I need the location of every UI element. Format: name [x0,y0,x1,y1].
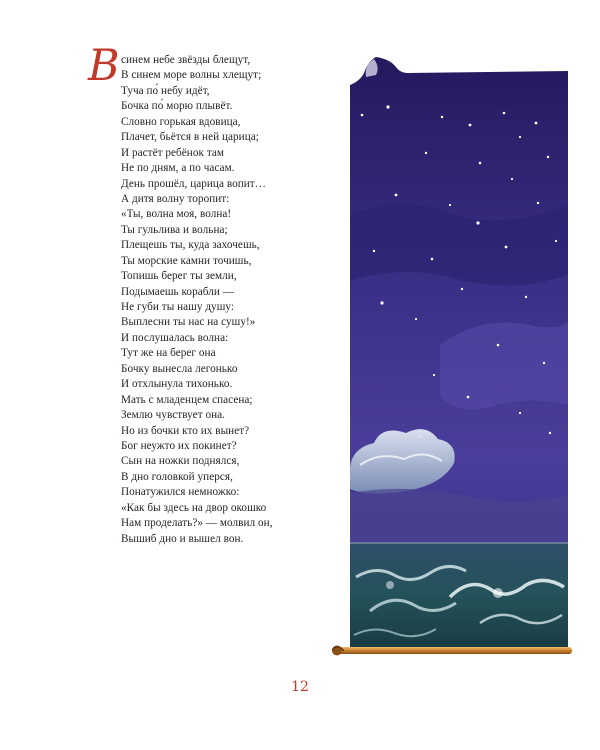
poem-line: Мать с младенцем спасена; [121,393,253,406]
poem-line: Но из бочки кто их вынет? [121,424,250,437]
drop-cap: В [88,41,120,91]
poem-line: синем небе звёзды блещут, [121,54,251,66]
poem-line: Выплесни ты нас на сушу!» [121,316,256,329]
poem-line: Ты гульлива и вольна; [121,223,228,236]
poem-line: Бочка по́ морю плывёт. [121,100,233,113]
poem-line: Плещешь ты, куда захочешь, [121,239,260,252]
poem-line: Тут же на берег она [121,347,216,360]
poem-line: Понатужился немножко: [121,486,240,499]
poem-line: Сын на ножки поднялся, [121,455,240,468]
poem-line: И отхлынула тихонько. [121,378,233,391]
poem-line: «Как бы здесь на двор окошко [121,501,267,514]
poem-line: В дно головкой уперся, [121,470,233,483]
poem-line: Не по дням, а по часам. [121,162,235,175]
night-sea-illustration [330,45,578,675]
poem-line: И растёт ребёнок там [121,146,225,159]
poem-line: Бочку вынесла легонько [121,362,238,375]
poem-line: Топишь берег ты земли, [121,270,237,283]
poem-line: В синем море волны хлещут; [121,69,262,82]
poem-line: День прошёл, царица вопит… [121,177,266,190]
poem-line: Землю чувствует она. [121,409,226,422]
poem-line: Нам проделать?» — молвил он, [121,517,273,530]
poem-line: Туча по́ небу идёт, [121,84,210,97]
poem-line: А дитя волну торопит: [121,192,230,205]
poem-line: Словно горькая вдовица, [121,115,241,128]
sea [350,543,568,647]
poem-line: Подымаешь корабли — [121,285,234,298]
poem-line: «Ты, волна моя, волна! [121,208,232,221]
poem-line: Бог неужто их покинет? [121,439,237,452]
poem-line: Плачет, бьётся в ней царица; [121,131,259,144]
poem-line: Не губи ты нашу душу: [121,301,235,313]
poem-line: Вышиб дно и вышел вон. [121,532,244,545]
poem-line: Ты морские камни точишь, [121,254,252,267]
poem-line: И послушалась волна: [121,331,229,344]
scroll-rod [332,646,572,656]
page-number: 12 [291,679,309,695]
